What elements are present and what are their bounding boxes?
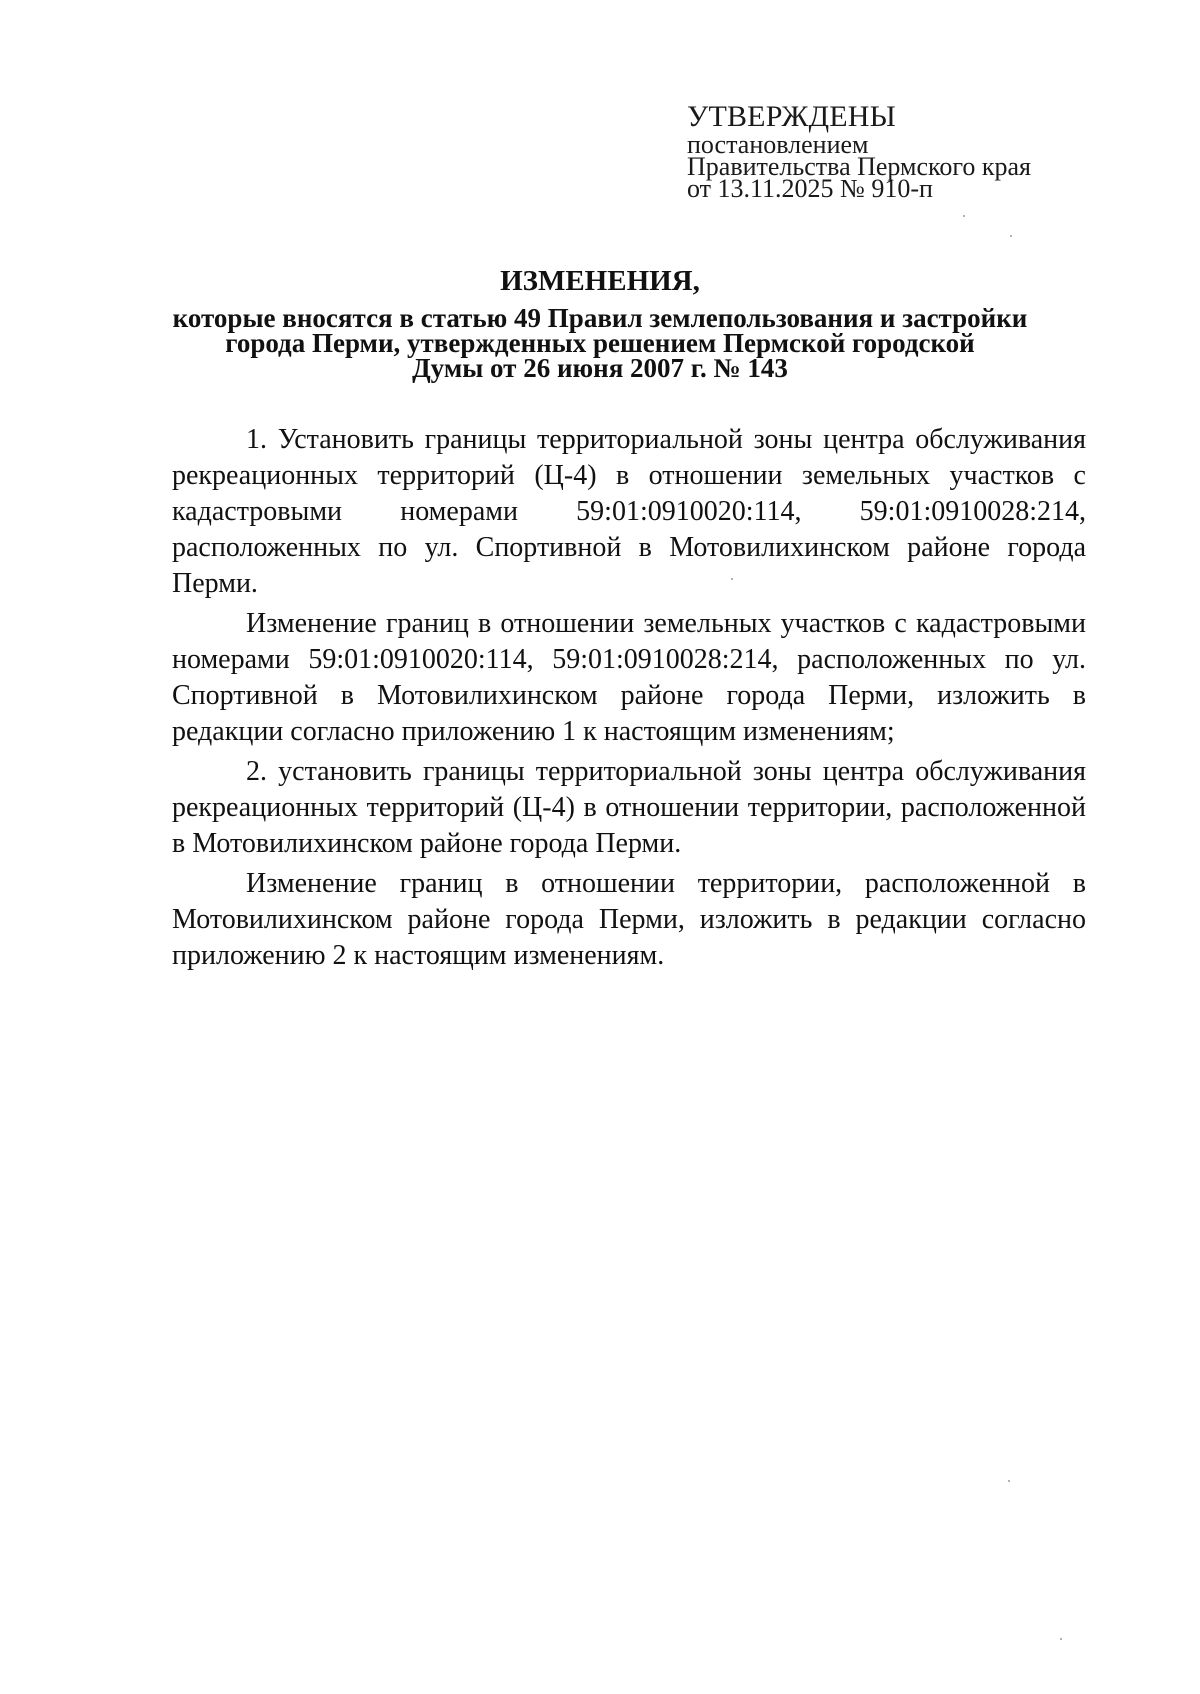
scan-speck bbox=[1008, 1480, 1010, 1482]
scan-speck bbox=[1060, 1638, 1062, 1640]
paragraph-1: 1. Установить границы территориальной зоны центра обслуживания рекреационных территорий (Ц-4) в отношении земельных участков с кадастровыми номерами 59:01:0910020:114, 59:01:0910028:214, расположенных по ул. Спортивной в Мотовилихинском районе города Перми. bbox=[172, 424, 1086, 599]
approval-by: постановлением bbox=[687, 130, 869, 159]
approval-stamp bbox=[687, 100, 1117, 203]
approval-authority: Правительства Пермского края bbox=[687, 152, 1031, 181]
approval-date-number: от 13.11.2025 № 910-п bbox=[687, 174, 933, 203]
scan-speck bbox=[1010, 235, 1012, 237]
paragraph-4: Изменение границ в отношении территории, расположенной в Мотовилихинском районе города Перми, изложить в редакции согласно приложению 2 к настоящим изменениям. bbox=[172, 868, 1086, 971]
subtitle-line: которые вносятся в статью 49 Правил землепользования и застройки bbox=[172, 303, 1028, 333]
scan-speck bbox=[963, 215, 965, 217]
document-body bbox=[172, 422, 1086, 978]
approval-heading: УТВЕРЖДЕНЫ bbox=[687, 100, 897, 133]
paragraph-3: 2. установить границы территориальной зоны центра обслуживания рекреационных территорий (Ц-4) в отношении территории, расположенной в Мотовилихинском районе города Перми. bbox=[172, 756, 1086, 859]
scan-speck bbox=[731, 578, 733, 580]
subtitle-line: Думы от 26 июня 2007 г. № 143 bbox=[412, 353, 788, 383]
paragraph-2: Изменение границ в отношении земельных участков с кадастровыми номерами 59:01:0910020:114, 59:01:0910028:214, расположенных по ул. Спортивной в Мотовилихинском районе города Перми, изложить в редакции согласно приложению 1 к настоящим изменениям; bbox=[172, 608, 1086, 747]
document-title: ИЗМЕНЕНИЯ, bbox=[500, 265, 700, 297]
document-subtitle bbox=[130, 303, 1070, 383]
subtitle-line: города Перми, утвержденных решением Пермской городской bbox=[225, 328, 975, 358]
